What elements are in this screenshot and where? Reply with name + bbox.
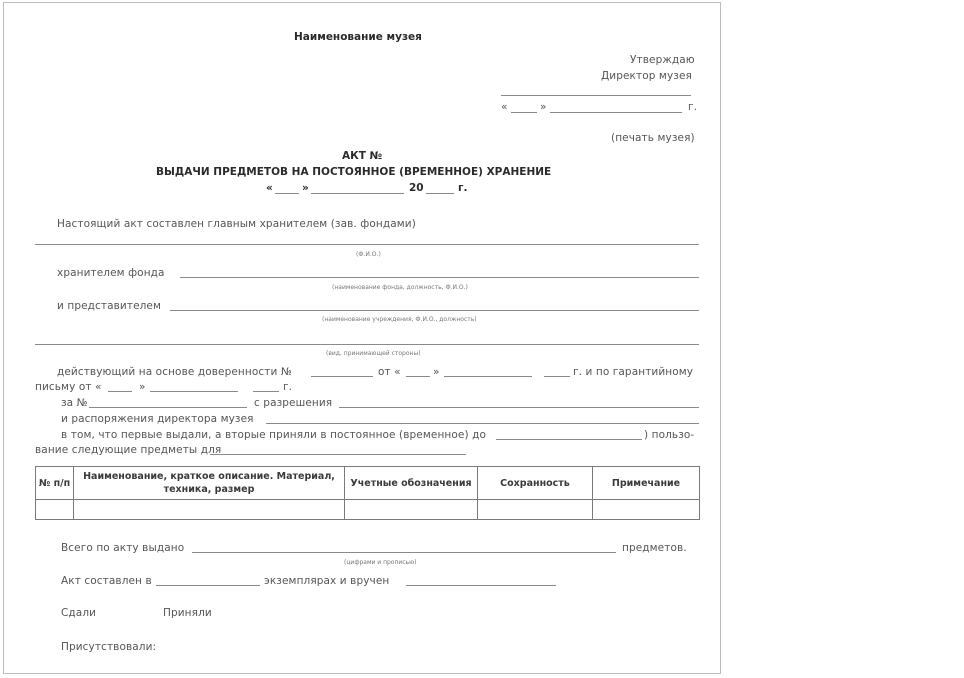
letter-year: г.: [283, 381, 293, 393]
act-year-line: [426, 193, 454, 194]
table-cell: [345, 500, 478, 520]
received-label: Приняли: [163, 607, 212, 619]
col-condition-header: Сохранность: [478, 467, 593, 500]
act-month-line: [311, 193, 404, 194]
copies-recipient-line: [406, 585, 556, 586]
keeper-hint: (наименование фонда, должность, Ф.И.О.): [332, 284, 468, 291]
org-hint: (вид, принимающей стороны): [326, 350, 421, 357]
approval-month-line: [550, 112, 682, 113]
power-month-line: [444, 376, 532, 377]
letter-close-quote: »: [139, 381, 146, 393]
purpose-line: [496, 439, 642, 440]
act-date-close: »: [302, 182, 309, 194]
issued-line: [192, 552, 616, 553]
order-line: [266, 423, 699, 424]
permission-line: [339, 407, 699, 408]
use-line: [210, 454, 466, 455]
act-title-number: АКТ №: [342, 150, 383, 162]
stamp-note: (печать музея): [611, 132, 695, 144]
approval-year-suffix: г.: [688, 101, 698, 113]
issued-end: предметов.: [622, 542, 687, 554]
number-text: за №: [61, 397, 88, 409]
museum-name: Наименование музея: [294, 31, 422, 43]
copies-text: экземплярах и вручен: [264, 575, 390, 587]
power-from: от «: [378, 366, 401, 378]
col-designation-header: Учетные обозначения: [345, 467, 478, 500]
approval-day-line: [511, 112, 537, 113]
use-text: вание следующие предметы для: [35, 444, 222, 456]
letter-year-line: [253, 391, 279, 392]
present-label: Присутствовали:: [61, 641, 157, 653]
table-row: [36, 500, 700, 520]
approval-line2: Директор музея: [601, 70, 692, 82]
col-name-header: Наименование, краткое описание. Материал, техника, размер: [74, 467, 345, 500]
power-day-line: [406, 376, 430, 377]
power-number-line: [311, 376, 373, 377]
col-note-header: Примечание: [593, 467, 700, 500]
letter-day-line: [108, 391, 132, 392]
approval-line1: Утверждаю: [630, 54, 695, 66]
handed-label: Сдали: [61, 607, 97, 619]
power-close-quote: »: [433, 366, 440, 378]
fio-line: [35, 244, 699, 245]
table-cell: [74, 500, 345, 520]
order-text: и распоряжения директора музея: [61, 413, 254, 425]
act-date-suffix: г.: [458, 182, 468, 194]
intro-text: Настоящий акт составлен главным хранителем (зав. фондами): [57, 218, 416, 230]
copies-count-line: [156, 585, 260, 586]
number-line: [89, 407, 247, 408]
rep-label: и представителем: [57, 300, 162, 312]
act-year: 20: [409, 182, 424, 194]
act-day-line: [275, 193, 299, 194]
keeper-label: хранителем фонда: [57, 267, 165, 279]
table-cell: [36, 500, 74, 520]
table-header-row: [36, 467, 700, 500]
letter-month-line: [150, 391, 238, 392]
power-text: действующий на основе доверенности №: [57, 366, 292, 378]
copies-label: Акт составлен в: [61, 575, 152, 587]
act-date-open: «: [266, 182, 273, 194]
fio-hint: (Ф.И.О.): [356, 251, 381, 258]
director-signature-line: [501, 95, 691, 96]
purpose-text: в том, что первые выдали, а вторые приняли в постоянное (временное) до: [61, 429, 486, 441]
act-title: ВЫДАЧИ ПРЕДМЕТОВ НА ПОСТОЯННОЕ (ВРЕМЕННОЕ) ХРАНЕНИЕ: [156, 166, 552, 178]
issued-label: Всего по акту выдано: [61, 542, 185, 554]
rep-hint: (наименование учреждения, Ф.И.О., должность): [322, 316, 477, 323]
document-sheet: [3, 2, 721, 674]
permission-text: с разрешения: [254, 397, 333, 409]
issued-hint: (цифрами и прописью): [344, 559, 417, 566]
table-cell: [593, 500, 700, 520]
guarantee-text: г. и по гарантийному: [573, 366, 694, 378]
letter-text: письму от «: [35, 381, 102, 393]
rep-line: [170, 310, 699, 311]
keeper-line: [180, 277, 699, 278]
org-line: [35, 344, 699, 345]
col-number-header: № п/п: [36, 467, 74, 500]
approval-date-close: »: [540, 101, 547, 113]
items-table: [35, 466, 700, 520]
power-year-line: [544, 376, 570, 377]
purpose-end: ) пользо-: [644, 429, 695, 441]
table-cell: [478, 500, 593, 520]
approval-date-open: «: [501, 101, 508, 113]
